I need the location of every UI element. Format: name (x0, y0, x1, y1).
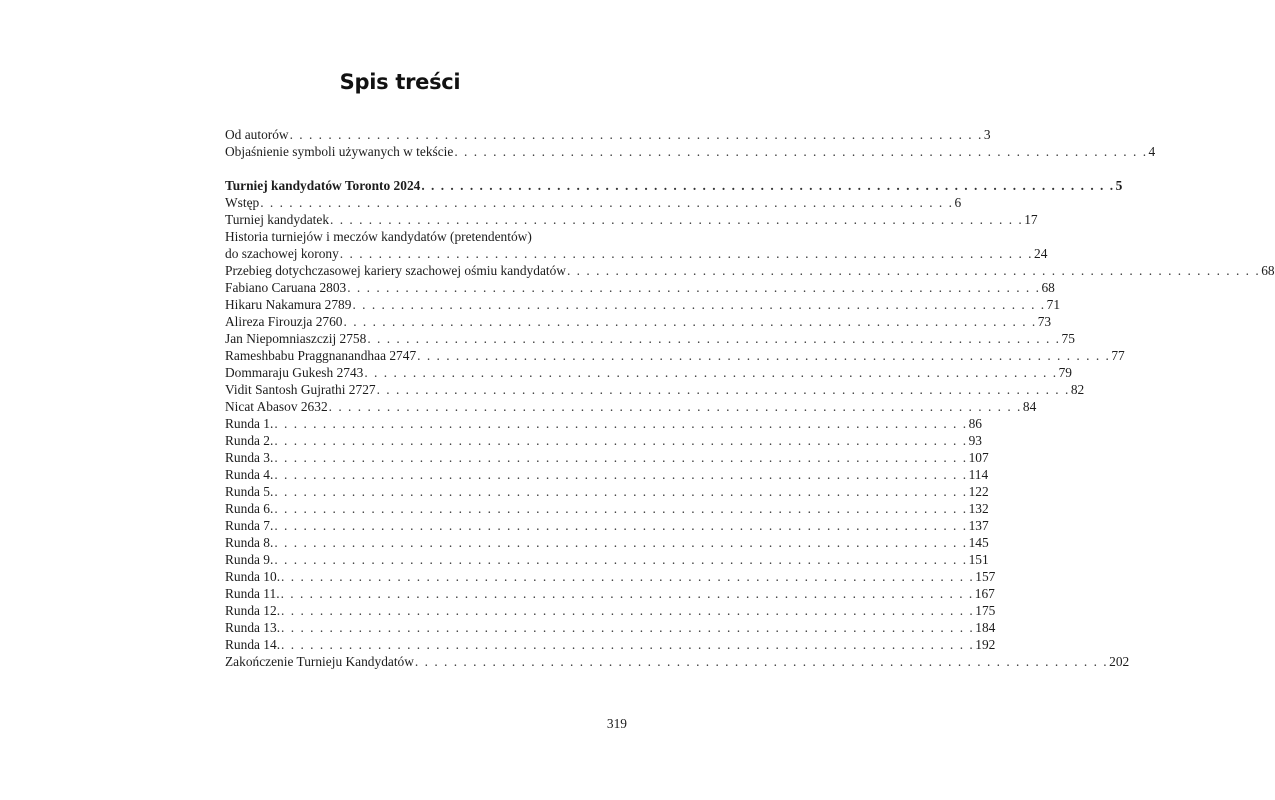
toc-entry-line (225, 330, 1075, 347)
toc-entry-title: Fabiano Caruana 2803 (225, 280, 347, 295)
toc-entry-page: 86 (968, 416, 982, 431)
dot-leader: . . . . . . . . . . . . . . . . . . . . . . . . . . . . . . . . . . . . . . . . . . . . . . . . . . . . . . . . . . . . . . . . . . . . . . . . (274, 535, 968, 550)
toc-entry-page: 17 (1024, 212, 1038, 227)
dot-leader: . . . . . . . . . . . . . . . . . . . . . . . . . . . . . . . . . . . . . . . . . . . . . . . . . . . . . . . . . . . . . . . . . . . . . . . . (260, 195, 954, 210)
toc-entry[interactable] (225, 177, 1123, 194)
toc-entry-line (225, 245, 1048, 262)
toc-entry-title: Runda 7. (225, 518, 274, 533)
dot-leader: . . . . . . . . . . . . . . . . . . . . . . . . . . . . . . . . . . . . . . . . . . . . . . . . . . . . . . . . . . . . . . . . . . . . . . . . (566, 263, 1261, 278)
toc-entry-page: 192 (975, 637, 996, 652)
toc-entry-page: 184 (975, 620, 996, 635)
toc-entry-title: Runda 5. (225, 484, 274, 499)
toc-entry-line (225, 279, 1055, 296)
toc-entry-title: Rameshbabu Praggnanandhaa 2747 (225, 348, 417, 363)
toc-entry[interactable] (225, 636, 996, 653)
toc-entry[interactable] (225, 364, 1072, 381)
toc-entry[interactable] (225, 517, 989, 534)
dot-leader: . . . . . . . . . . . . . . . . . . . . . . . . . . . . . . . . . . . . . . . . . . . . . . . . . . . . . . . . . . . . . . . . . . . . . . . . (347, 280, 1041, 295)
dot-leader: . . . . . . . . . . . . . . . . . . . . . . . . . . . . . . . . . . . . . . . . . . . . . . . . . . . . . . . . . . . . . . . . . . . . . . . . (274, 484, 968, 499)
toc-entry[interactable] (225, 211, 1038, 228)
toc-entry-title: Vidit Santosh Gujrathi 2727 (225, 382, 376, 397)
dot-leader: . . . . . . . . . . . . . . . . . . . . . . . . . . . . . . . . . . . . . . . . . . . . . . . . . . . . . . . . . . . . . . . . . . . . . . . . (364, 365, 1058, 380)
toc-entry-title: Objaśnienie symboli używanych w tekście (225, 144, 454, 159)
toc-entry-page: 167 (974, 586, 995, 601)
toc-entry-title: Turniej kandydatów Toronto 2024 (225, 178, 421, 193)
dot-leader: . . . . . . . . . . . . . . . . . . . . . . . . . . . . . . . . . . . . . . . . . . . . . . . . . . . . . . . . . . . . . . . . . . . . . . . . (376, 382, 1070, 397)
toc-entry-line (225, 653, 1130, 670)
page-number: 319 (606, 716, 627, 731)
toc-entry-page: 122 (968, 484, 989, 499)
dot-leader: . . . . . . . . . . . . . . . . . . . . . . . . . . . . . . . . . . . . . . . . . . . . . . . . . . . . . . . . . . . . . . . . . . . . . . . . (289, 127, 983, 142)
toc-entry[interactable] (225, 466, 989, 483)
dot-leader: . . . . . . . . . . . . . . . . . . . . . . . . . . . . . . . . . . . . . . . . . . . . . . . . . . . . . . . . . . . . . . . . . . . . . . . . (274, 450, 968, 465)
dot-leader: . . . . . . . . . . . . . . . . . . . . . . . . . . . . . . . . . . . . . . . . . . . . . . . . . . . . . . . . . . . . . . . . . . . . . . . . (274, 518, 968, 533)
toc-entry-page: 24 (1034, 246, 1048, 261)
toc-entry[interactable] (225, 228, 1048, 262)
toc-entry-page: 68 (1041, 280, 1055, 295)
toc-entry-title: Zakończenie Turnieju Kandydatów (225, 654, 414, 669)
dot-leader: . . . . . . . . . . . . . . . . . . . . . . . . . . . . . . . . . . . . . . . . . . . . . . . . . . . . . . . . . . . . . . . . . . . . . . . . (274, 433, 968, 448)
toc-entry-title: Alireza Firouzja 2760 (225, 314, 343, 329)
toc-entry-title: Runda 11. (225, 586, 280, 601)
toc-entry-line (225, 296, 1061, 313)
toc-entry-line (225, 619, 996, 636)
toc-entry-line (225, 194, 962, 211)
dot-leader: . . . . . . . . . . . . . . . . . . . . . . . . . . . . . . . . . . . . . . . . . . . . . . . . . . . . . . . . . . . . . . . . . . . . . . . . (274, 467, 968, 482)
toc-entry-title: do szachowej korony (225, 246, 339, 261)
toc-entry-line (225, 313, 1052, 330)
toc-entry-line (225, 381, 1085, 398)
toc-entry-page: 132 (968, 501, 989, 516)
dot-leader: . . . . . . . . . . . . . . . . . . . . . . . . . . . . . . . . . . . . . . . . . . . . . . . . . . . . . . . . . . . . . . . . . . . . . . . . (454, 144, 1148, 159)
toc-entry-title: Od autorów (225, 127, 289, 142)
toc-entry-line (225, 500, 989, 517)
toc-entry-line (225, 602, 996, 619)
toc-entry-line (225, 177, 1123, 194)
dot-leader: . . . . . . . . . . . . . . . . . . . . . . . . . . . . . . . . . . . . . . . . . . . . . . . . . . . . . . . . . . . . . . . . . . . . . . . . (328, 399, 1022, 414)
toc-entry-title: Runda 9. (225, 552, 274, 567)
dot-leader: . . . . . . . . . . . . . . . . . . . . . . . . . . . . . . . . . . . . . . . . . . . . . . . . . . . . . . . . . . . . . . . . . . . . . . . . (280, 586, 974, 601)
toc-entry[interactable] (225, 143, 1156, 160)
toc-entry-line (225, 636, 996, 653)
toc-entry-line (225, 568, 996, 585)
toc-entry[interactable] (225, 585, 995, 602)
toc-entry-page: 157 (975, 569, 996, 584)
toc-entry-page: 175 (975, 603, 996, 618)
toc-entry-page: 145 (968, 535, 989, 550)
toc-entry-first-line: Historia turniejów i meczów kandydatów (pretendentów) (225, 229, 532, 244)
toc-entry[interactable] (225, 500, 989, 517)
toc-entry-page: 3 (983, 127, 991, 142)
dot-leader: . . . . . . . . . . . . . . . . . . . . . . . . . . . . . . . . . . . . . . . . . . . . . . . . . . . . . . . . . . . . . . . . . . . . . . . . (281, 637, 975, 652)
dot-leader: . . . . . . . . . . . . . . . . . . . . . . . . . . . . . . . . . . . . . . . . . . . . . . . . . . . . . . . . . . . . . . . . . . . . . . . . (281, 569, 975, 584)
toc-entry-page: 73 (1037, 314, 1052, 329)
dot-leader: . . . . . . . . . . . . . . . . . . . . . . . . . . . . . . . . . . . . . . . . . . . . . . . . . . . . . . . . . . . . . . . . . . . . . . . . (274, 501, 968, 516)
dot-leader: . . . . . . . . . . . . . . . . . . . . . . . . . . . . . . . . . . . . . . . . . . . . . . . . . . . . . . . . . . . . . . . . . . . . . . . . (274, 416, 968, 431)
toc-entry-page: 93 (968, 433, 982, 448)
toc-entry-page: 6 (954, 195, 962, 210)
section-gap (225, 160, 627, 177)
toc-entry-line (225, 466, 989, 483)
toc-entry[interactable] (225, 381, 1085, 398)
toc-entry-page: 68 (1261, 263, 1275, 278)
toc-entry-page: 75 (1061, 331, 1075, 346)
toc-entry-page: 71 (1046, 297, 1061, 312)
toc-entry-line (225, 347, 1125, 364)
toc-entry-line (225, 262, 1275, 279)
toc-entry[interactable] (225, 279, 1055, 296)
toc-entry-page: 4 (1148, 144, 1156, 159)
dot-leader: . . . . . . . . . . . . . . . . . . . . . . . . . . . . . . . . . . . . . . . . . . . . . . . . . . . . . . . . . . . . . . . . . . . . . . . . (417, 348, 1111, 363)
toc-entry-title: Runda 6. (225, 501, 274, 516)
toc-entry[interactable] (225, 619, 996, 636)
toc-entry[interactable] (225, 330, 1075, 347)
dot-leader: . . . . . . . . . . . . . . . . . . . . . . . . . . . . . . . . . . . . . . . . . . . . . . . . . . . . . . . . . . . . . . . . . . . . . . . . (343, 314, 1037, 329)
toc-entry-line (225, 585, 995, 602)
toc-entry-title: Przebieg dotychczasowej kariery szachowej ośmiu kandydatów (225, 263, 566, 278)
dot-leader: . . . . . . . . . . . . . . . . . . . . . . . . . . . . . . . . . . . . . . . . . . . . . . . . . . . . . . . . . . . . . . . . . . . . . . . . (421, 178, 1115, 193)
toc-entry-page: 77 (1111, 348, 1125, 363)
toc-entry[interactable] (225, 449, 989, 466)
toc-entry-page: 137 (968, 518, 989, 533)
toc-entry-line (225, 415, 982, 432)
dot-leader: . . . . . . . . . . . . . . . . . . . . . . . . . . . . . . . . . . . . . . . . . . . . . . . . . . . . . . . . . . . . . . . . . . . . . . . . (281, 620, 975, 635)
toc-entry-title: Runda 1. (225, 416, 274, 431)
toc-entry[interactable] (225, 483, 989, 500)
toc-entry-title: Runda 13. (225, 620, 281, 635)
toc-entry-title: Runda 10. (225, 569, 281, 584)
toc-entry[interactable] (225, 653, 1130, 670)
toc-entry[interactable] (225, 568, 996, 585)
toc-entry-title: Runda 12. (225, 603, 281, 618)
toc-entry-page: 202 (1109, 654, 1130, 669)
dot-leader: . . . . . . . . . . . . . . . . . . . . . . . . . . . . . . . . . . . . . . . . . . . . . . . . . . . . . . . . . . . . . . . . . . . . . . . . (330, 212, 1024, 227)
dot-leader: . . . . . . . . . . . . . . . . . . . . . . . . . . . . . . . . . . . . . . . . . . . . . . . . . . . . . . . . . . . . . . . . . . . . . . . . (352, 297, 1046, 312)
toc-entry-title: Runda 4. (225, 467, 274, 482)
toc-entry-line (225, 364, 1072, 381)
dot-leader: . . . . . . . . . . . . . . . . . . . . . . . . . . . . . . . . . . . . . . . . . . . . . . . . . . . . . . . . . . . . . . . . . . . . . . . . (281, 603, 975, 618)
toc-entry-title: Wstęp (225, 195, 260, 210)
toc-entry-line (225, 449, 989, 466)
toc-entry-line (225, 534, 989, 551)
toc-entry-page: 151 (968, 552, 989, 567)
dot-leader: . . . . . . . . . . . . . . . . . . . . . . . . . . . . . . . . . . . . . . . . . . . . . . . . . . . . . . . . . . . . . . . . . . . . . . . . (339, 246, 1034, 261)
toc-entry[interactable] (225, 432, 982, 449)
toc-entry[interactable] (225, 551, 989, 568)
toc-entry-line (225, 398, 1037, 415)
toc-entry[interactable] (225, 126, 991, 143)
toc-entry-line (225, 211, 1038, 228)
page-title: Spis treści (339, 70, 461, 94)
toc-entry-title: Runda 3. (225, 450, 274, 465)
toc-entry[interactable] (225, 296, 1061, 313)
toc-entry[interactable] (225, 534, 989, 551)
table-of-contents (225, 126, 1275, 670)
toc-entry-line (225, 143, 1156, 160)
dot-leader: . . . . . . . . . . . . . . . . . . . . . . . . . . . . . . . . . . . . . . . . . . . . . . . . . . . . . . . . . . . . . . . . . . . . . . . . (367, 331, 1061, 346)
toc-entry-title: Dommaraju Gukesh 2743 (225, 365, 364, 380)
dot-leader: . . . . . . . . . . . . . . . . . . . . . . . . . . . . . . . . . . . . . . . . . . . . . . . . . . . . . . . . . . . . . . . . . . . . . . . . (274, 552, 968, 567)
toc-entry[interactable] (225, 262, 1275, 279)
toc-entry[interactable] (225, 415, 982, 432)
toc-entry-page: 82 (1070, 382, 1085, 397)
toc-entry-line (225, 551, 989, 568)
toc-entry-line (225, 432, 982, 449)
toc-entry-title: Turniej kandydatek (225, 212, 330, 227)
toc-entry-title: Runda 8. (225, 535, 274, 550)
toc-entry-line (225, 517, 989, 534)
toc-entry[interactable] (225, 347, 1125, 364)
toc-entry[interactable] (225, 194, 962, 211)
toc-entry-page: 79 (1058, 365, 1072, 380)
toc-entry-title: Runda 14. (225, 637, 281, 652)
toc-entry[interactable] (225, 602, 996, 619)
toc-entry-page: 84 (1022, 399, 1037, 414)
toc-entry-line (225, 483, 989, 500)
toc-entry-page: 5 (1115, 178, 1123, 193)
toc-entry-page: 107 (968, 450, 989, 465)
toc-entry-title: Nicat Abasov 2632 (225, 399, 328, 414)
toc-entry-title: Jan Niepomniaszczij 2758 (225, 331, 367, 346)
toc-entry-title: Hikaru Nakamura 2789 (225, 297, 352, 312)
toc-entry-page: 114 (968, 467, 989, 482)
toc-entry[interactable] (225, 313, 1052, 330)
toc-entry-title: Runda 2. (225, 433, 274, 448)
toc-entry-line (225, 126, 991, 143)
toc-entry[interactable] (225, 398, 1037, 415)
dot-leader: . . . . . . . . . . . . . . . . . . . . . . . . . . . . . . . . . . . . . . . . . . . . . . . . . . . . . . . . . . . . . . . . . . . . . . . . (414, 654, 1109, 669)
